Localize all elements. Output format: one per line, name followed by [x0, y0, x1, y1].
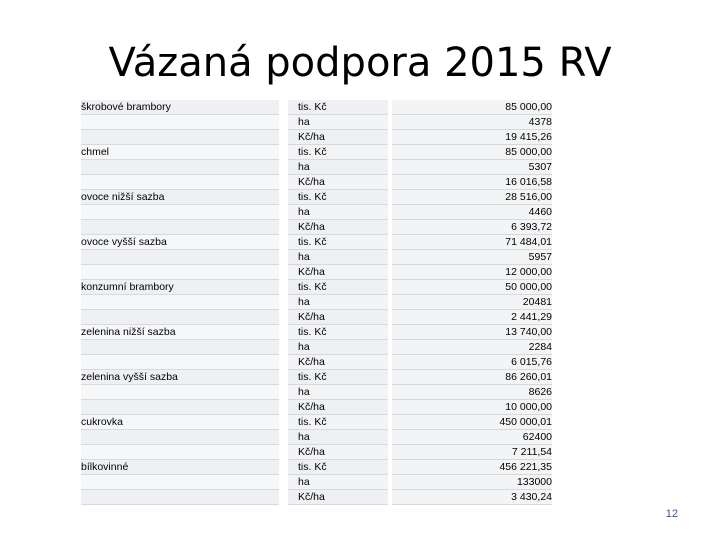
category-cell — [81, 400, 279, 415]
value-cell: 3 430,24 — [392, 490, 552, 505]
value-cell: 50 000,00 — [392, 280, 552, 295]
unit-cell: tis. Kč — [288, 190, 388, 205]
unit-cell: Kč/ha — [288, 400, 388, 415]
category-cell — [81, 430, 279, 445]
unit-cell: Kč/ha — [288, 175, 388, 190]
category-cell: ovoce vyšší sazba — [81, 235, 279, 250]
unit-cell: Kč/ha — [288, 355, 388, 370]
unit-cell: ha — [288, 160, 388, 175]
category-cell — [81, 160, 279, 175]
category-cell — [81, 385, 279, 400]
unit-cell: tis. Kč — [288, 235, 388, 250]
value-cell: 13 740,00 — [392, 325, 552, 340]
category-cell — [81, 265, 279, 280]
value-cell: 133000 — [392, 475, 552, 490]
category-cell — [81, 130, 279, 145]
value-cell: 86 260,01 — [392, 370, 552, 385]
unit-cell: tis. Kč — [288, 100, 388, 115]
unit-cell: Kč/ha — [288, 265, 388, 280]
value-cell: 85 000,00 — [392, 145, 552, 160]
value-column — [392, 100, 552, 505]
category-cell — [81, 445, 279, 460]
unit-cell: ha — [288, 385, 388, 400]
value-cell: 28 516,00 — [392, 190, 552, 205]
category-cell — [81, 220, 279, 235]
value-cell: 450 000,01 — [392, 415, 552, 430]
value-cell: 2 441,29 — [392, 310, 552, 325]
unit-cell: ha — [288, 250, 388, 265]
unit-cell: tis. Kč — [288, 370, 388, 385]
slide-title: Vázaná podpora 2015 RV — [108, 40, 612, 86]
unit-cell: Kč/ha — [288, 490, 388, 505]
unit-cell: tis. Kč — [288, 325, 388, 340]
value-cell: 4378 — [392, 115, 552, 130]
unit-cell: Kč/ha — [288, 445, 388, 460]
value-cell: 4460 — [392, 205, 552, 220]
value-cell: 20481 — [392, 295, 552, 310]
category-cell: škrobové brambory — [81, 100, 279, 115]
value-cell: 7 211,54 — [392, 445, 552, 460]
category-cell — [81, 355, 279, 370]
category-cell — [81, 175, 279, 190]
value-cell: 71 484,01 — [392, 235, 552, 250]
value-cell: 5307 — [392, 160, 552, 175]
unit-cell: ha — [288, 475, 388, 490]
unit-column — [288, 100, 388, 505]
category-cell: zelenina vyšší sazba — [81, 370, 279, 385]
value-cell: 2284 — [392, 340, 552, 355]
category-cell: bílkovinné — [81, 460, 279, 475]
value-cell: 16 016,58 — [392, 175, 552, 190]
unit-cell: Kč/ha — [288, 310, 388, 325]
value-cell: 10 000,00 — [392, 400, 552, 415]
value-cell: 5957 — [392, 250, 552, 265]
category-cell — [81, 295, 279, 310]
value-cell: 19 415,26 — [392, 130, 552, 145]
category-cell: chmel — [81, 145, 279, 160]
category-cell: ovoce nižší sazba — [81, 190, 279, 205]
category-column — [81, 100, 279, 505]
category-cell — [81, 115, 279, 130]
category-cell — [81, 340, 279, 355]
value-cell: 6 393,72 — [392, 220, 552, 235]
category-cell: cukrovka — [81, 415, 279, 430]
unit-cell: ha — [288, 205, 388, 220]
category-cell — [81, 250, 279, 265]
value-cell: 456 221,35 — [392, 460, 552, 475]
category-cell: konzumní brambory — [81, 280, 279, 295]
value-cell: 62400 — [392, 430, 552, 445]
unit-cell: ha — [288, 115, 388, 130]
unit-cell: tis. Kč — [288, 145, 388, 160]
unit-cell: tis. Kč — [288, 460, 388, 475]
unit-cell: ha — [288, 340, 388, 355]
unit-cell: Kč/ha — [288, 130, 388, 145]
value-cell: 8626 — [392, 385, 552, 400]
unit-cell: tis. Kč — [288, 280, 388, 295]
page-number: 12 — [665, 508, 678, 520]
category-cell — [81, 310, 279, 325]
unit-cell: ha — [288, 295, 388, 310]
value-cell: 12 000,00 — [392, 265, 552, 280]
unit-cell: Kč/ha — [288, 220, 388, 235]
category-cell — [81, 490, 279, 505]
category-cell — [81, 205, 279, 220]
value-cell: 6 015,76 — [392, 355, 552, 370]
value-cell: 85 000,00 — [392, 100, 552, 115]
unit-cell: tis. Kč — [288, 415, 388, 430]
category-cell — [81, 475, 279, 490]
category-cell: zelenina nižší sazba — [81, 325, 279, 340]
unit-cell: ha — [288, 430, 388, 445]
